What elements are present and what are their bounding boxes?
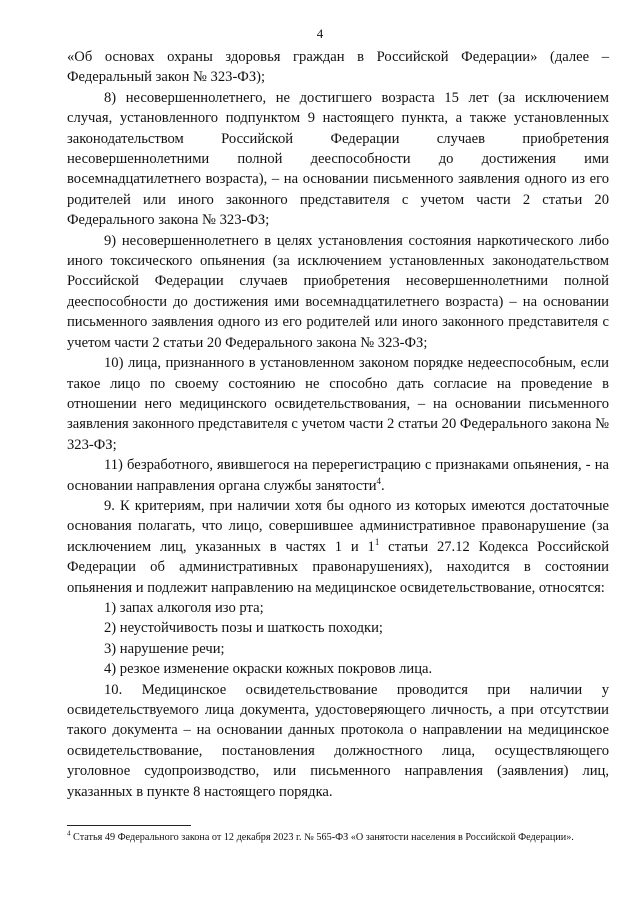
paragraph-text: 4) резкое изменение окраски кожных покровов лица.	[104, 661, 433, 678]
paragraph-item-11	[67, 455, 609, 496]
paragraph-section-10	[67, 680, 609, 802]
paragraph-text: 8) несовершеннолетнего, не достигшего возраста 15 лет (за исключением случая, установленного подпунктом 9 настоящего пункта, а также установленных законодательством Российской Федерации случаев приобретения несовершеннолетними полной дееспособности до достижения ими восемнадцатилетнего возраста), – на основании письменного заявления одного из его родителей или иного законного представителя с учетом части 2 статьи 20 Федерального закона № 323-ФЗ;	[67, 89, 609, 229]
criteria-item-4	[67, 659, 609, 679]
paragraph-text: 11) безработного, явившегося на перерегистрацию с признаками опьянения, - на основании направления органа службы занятости	[67, 457, 609, 494]
paragraph-item-10	[67, 353, 609, 455]
paragraph-text: 10) лица, признанного в установленном законом порядке недееспособным, если такое лицо по своему состоянию не способно дать согласие на проведение в отношении него медицинского освидетельствования, – на основании письменного заявления законного представителя с учетом части 2 статьи 20 Федерального закона № 323-ФЗ;	[67, 355, 609, 453]
page-number: 4	[316, 26, 324, 41]
footnote-marker: 4	[67, 829, 71, 838]
paragraph-item-9	[67, 231, 609, 353]
footnote-text: Статья 49 Федерального закона от 12 декабря 2023 г. № 565-ФЗ «О занятости населения в Российской Федерации».	[70, 832, 574, 843]
criteria-item-3	[67, 639, 609, 659]
criteria-item-2	[67, 618, 609, 638]
paragraph-text: 9) несовершеннолетнего в целях установления состояния наркотического либо иного токсического опьянения (за исключением установленных законодательством Российской Федерации случаев приобретения несовершеннолетними полной дееспособности до достижения ими восемнадцатилетнего возраста) – на основании письменного заявления одного из его родителей или иного законного представителя с учетом части 2 статьи 20 Федерального закона № 323-ФЗ;	[67, 232, 609, 351]
superscript-index: 1	[374, 536, 380, 547]
paragraph-text: 2) неустойчивость позы и шаткость походки;	[104, 620, 383, 637]
paragraph-text-end: .	[381, 477, 385, 494]
criteria-item-1	[67, 598, 609, 618]
paragraph-text: 10. Медицинское освидетельствование проводится при наличии у освидетельствуемого лица документа, удостоверяющего личность, а при отсутствии такого документа – на основании данных протокола о направлении на медицинское освидетельствование, постановления должностного лица, осуществляющего уголовное судопроизводство, или письменного направления (заявления) лиц, указанных в пункте 8 настоящего порядка.	[67, 681, 609, 800]
paragraph-text-end: статьи 27.12 Кодекса Российской Федерации об административных правонарушениях), находится в состоянии опьянения и подлежит направлению на медицинское освидетельствование, относятся:	[67, 538, 609, 596]
paragraph-text: «Об основах охраны здоровья граждан в Российской Федерации» (далее – Федеральный закон № 323-ФЗ);	[67, 49, 609, 86]
paragraph-text: 1) запах алкоголя изо рта;	[104, 599, 264, 616]
footnote	[67, 831, 612, 844]
document-body	[67, 47, 609, 802]
paragraph-text: 3) нарушение речи;	[104, 640, 225, 657]
paragraph-item-8	[67, 88, 609, 231]
paragraph-law-reference	[67, 47, 609, 88]
paragraph-text: 9. К критериям, при наличии хотя бы одного из которых имеются достаточные основания полагать, что лицо, совершившее административное правонарушение (за исключением лиц, указанных в частях 1 и 1	[67, 497, 609, 555]
paragraph-section-9	[67, 496, 609, 598]
footnote-separator	[67, 825, 191, 826]
footnote-reference[interactable]: 4	[376, 475, 382, 486]
